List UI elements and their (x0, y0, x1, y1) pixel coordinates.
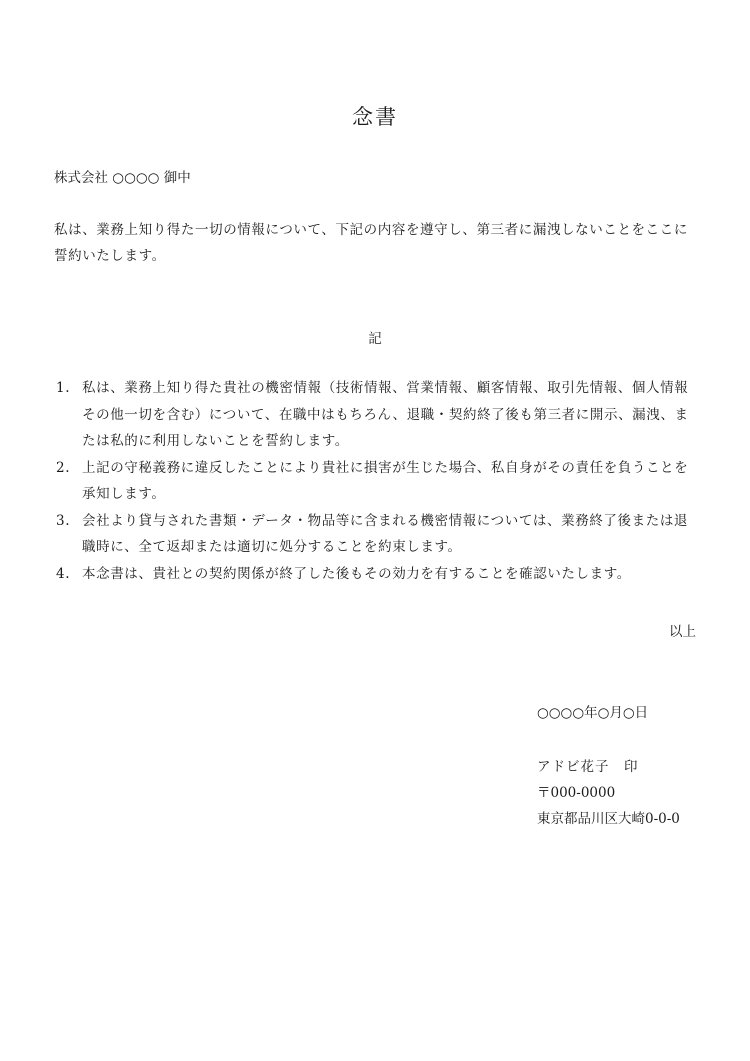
list-item (54, 508, 699, 561)
item-text: 私は、業務上知り得た貴社の機密情報（技術情報、営業情報、顧客情報、取引先情報、個人情報その他一切を含む）について、在職中はもちろん、退職・契約終了後も第三者に開示、漏洩、または私的に利用しないことを誓約します。 (82, 380, 689, 449)
addressee: 株式会社 ○○○○ 御中 (54, 170, 191, 186)
intro-paragraph: 私は、業務上知り得た一切の情報について、下記の内容を遵守し、第三者に漏洩しないことをここに誓約いたします。 (54, 222, 688, 264)
document-title: 念書 (352, 105, 398, 129)
address: 東京都品川区大崎0-0-0 (537, 811, 680, 827)
signer-name: アドビ花子 印 (537, 759, 639, 775)
list-item (54, 561, 699, 588)
item-number: 1. (56, 380, 71, 396)
date: ○○○○年○月○日 (537, 705, 649, 721)
item-number: 2. (56, 459, 71, 476)
postal-code: 〒000-0000 (537, 785, 616, 801)
item-text: 会社より貸与された書類・データ・物品等に含まれる機密情報については、業務終了後または退職時に、全て返却または適切に処分することを約束します。 (82, 512, 689, 555)
item-text: 本念書は、貴社との契約関係が終了した後もその効力を有することを確認いたします。 (82, 565, 631, 582)
closing-ijo: 以上 (669, 624, 696, 640)
item-number: 4. (56, 565, 71, 582)
item-number: 3. (56, 512, 71, 529)
list-item (54, 455, 699, 508)
ki-heading: 記 (368, 331, 382, 347)
item-text: 上記の守秘義務に違反したことにより貴社に損害が生じた場合、私自身がその責任を負うことを承知します。 (82, 459, 689, 502)
list-item (54, 375, 699, 455)
terms-list (54, 375, 699, 587)
